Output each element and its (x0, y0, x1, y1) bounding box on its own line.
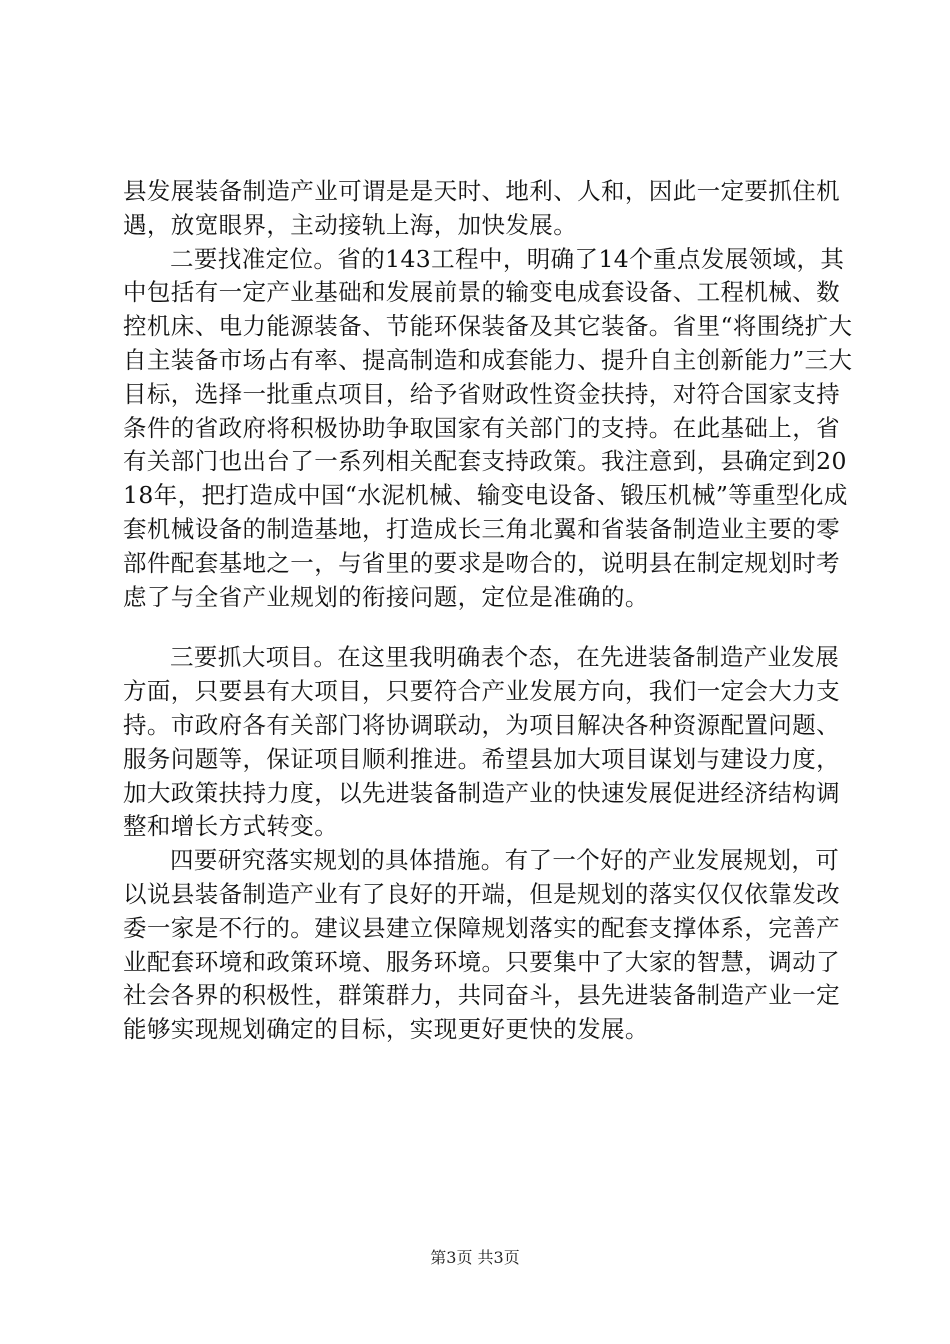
paragraph-major-projects: 三要抓大项目。在这里我明确表个态，在先进装备制造产业发展方面，只要县有大项目，只要符合产业发展方向，我们一定会大力支持。市政府各有关部门将协调联动，为项目解决各种资源配置问题、服务问题等，保证项目顺利推进。希望县加大项目谋划与建设力度，加大政策扶持力度，以先进装备制造产业的快速发展促进经济结构调整和增长方式转变。 (123, 643, 840, 841)
document-body (123, 175, 853, 1047)
page-footer: 第3页 共3页 (430, 1248, 520, 1267)
paragraph-implementation-measures: 四要研究落实规划的具体措施。有了一个好的产业发展规划，可以说县装备制造产业有了良好的开端，但是规划的落实仅仅依靠发改委一家是不行的。建议县建立保障规划落实的配套支撑体系，完善产业配套环境和政策环境、服务环境。只要集中了大家的智慧，调动了社会各界的积极性，群策群力，共同奋斗，县先进装备制造产业一定能够实现规划确定的目标，实现更好更快的发展。 (123, 846, 840, 1044)
paragraph-spacer (123, 614, 853, 641)
paragraph-continuation: 县发展装备制造产业可谓是是天时、地利、人和，因此一定要抓住机遇，放宽眼界，主动接轨上海，加快发展。 (123, 177, 840, 239)
paragraph-positioning: 二要找准定位。省的143工程中，明确了14个重点发展领域，其中包括有一定产业基础和发展前景的输变电成套设备、工程机械、数控机床、电力能源装备、节能环保装备及其它装备。省里“将围绕扩大自主装备市场占有率、提高制造和成套能力、提升自主创新能力”三大目标，选择一批重点项目，给予省财政性资金扶持，对符合国家支持条件的省政府将积极协助争取国家有关部门的支持。在此基础上，省有关部门也出台了一系列相关配套支持政策。我注意到，县确定到2018年，把打造成中国“水泥机械、输变电设备、锻压机械”等重型化成套机械设备的制造基地，打造成长三角北翼和省装备制造业主要的零部件配套基地之一，与省里的要求是吻合的，说明县在制定规划时考虑了与全省产业规划的衔接问题，定位是准确的。 (123, 244, 853, 611)
